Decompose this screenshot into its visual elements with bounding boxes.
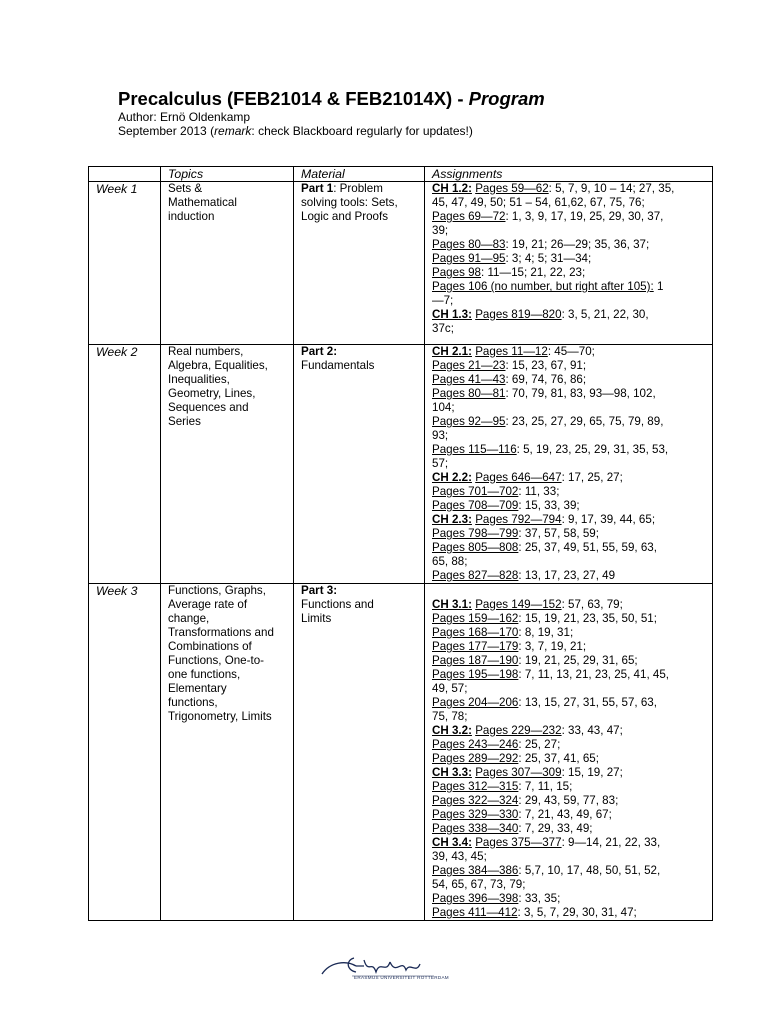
week-cell: Week 2: [89, 345, 161, 584]
page-reference: Pages 168—170: [432, 626, 519, 639]
page-reference: Pages 307—309: [475, 766, 562, 779]
assignment-text: : 11, 33;: [518, 485, 560, 498]
assignment-line: [432, 415, 712, 429]
assignment-line: [432, 345, 712, 359]
assignment-text: : 37, 57, 58, 59;: [518, 527, 599, 540]
chapter-label: CH 1.2:: [432, 182, 472, 195]
page-reference: Pages 701—702: [432, 485, 519, 498]
assignment-text: : 11—15; 21, 22, 23;: [481, 266, 586, 279]
assignment-line: [432, 238, 712, 252]
header-cell-assignments: Assignments: [425, 167, 713, 182]
assignment-text: 39;: [432, 224, 449, 237]
assignment-line: [432, 836, 712, 850]
material-description: : Problem solving tools: Sets, Logic and Proofs: [301, 182, 398, 223]
assignment-line: [432, 359, 712, 373]
assignment-line: [432, 612, 712, 626]
assignment-line: [432, 373, 712, 387]
author-line: Author: Ernö Oldenkamp: [118, 110, 251, 124]
header-cell-topics: Topics: [161, 167, 294, 182]
table-header-row: [89, 167, 713, 182]
assignment-line: [432, 626, 712, 640]
date-remark-line: September 2013 (remark: check Blackboard regularly for updates!): [118, 124, 473, 138]
page-reference: Pages 21—23: [432, 359, 506, 372]
header-cell-material: Material: [294, 167, 425, 182]
assignment-line: [432, 710, 712, 724]
page-reference: Pages 329—330: [432, 808, 519, 821]
assignment-text: : 5, 19, 23, 25, 29, 31, 35, 53,: [516, 443, 669, 456]
assignments-cell: [425, 584, 713, 921]
assignment-line: [432, 429, 712, 443]
assignment-line: [432, 266, 712, 280]
page-reference: Pages 827—828: [432, 569, 519, 582]
logo-wordmark: ERASMUS UNIVERSITEIT ROTTERDAM: [354, 975, 449, 980]
material-description: Functions and Limits: [301, 598, 374, 625]
assignment-line: [432, 471, 712, 485]
page-reference: Pages 396—398: [432, 892, 519, 905]
assignment-text: : 5, 7, 9, 10 – 14; 27, 35,: [548, 182, 675, 195]
assignment-line: [432, 598, 712, 612]
page-reference: Pages 798—799: [432, 527, 519, 540]
assignment-text: 39, 43, 45;: [432, 850, 487, 863]
assignment-text: 49, 57;: [432, 682, 468, 695]
assignment-text: : 9, 17, 39, 44, 65;: [561, 513, 656, 526]
assignment-line: [432, 280, 712, 294]
assignment-line: [432, 182, 712, 196]
assignment-text: : 5,7, 10, 17, 48, 50, 51, 52,: [518, 864, 661, 877]
page-reference: Pages 708—709: [432, 499, 519, 512]
page-reference: Pages 322—324: [432, 794, 519, 807]
assignment-line: [432, 724, 712, 738]
assignment-line: [432, 738, 712, 752]
assignment-text: : 13, 15, 27, 31, 55, 57, 63,: [518, 696, 657, 709]
assignment-text: : 9—14, 21, 22, 33,: [561, 836, 661, 849]
assignment-text: : 19, 21, 25, 29, 31, 65;: [518, 654, 638, 667]
assignment-text: : 3, 5, 21, 22, 30,: [561, 308, 649, 321]
assignment-line: [432, 794, 712, 808]
assignment-line: [432, 541, 712, 555]
material-description: Fundamentals: [301, 359, 375, 372]
assignment-text: : 7, 29, 33, 49;: [518, 822, 593, 835]
assignment-text: : 69, 74, 76, 86;: [505, 373, 587, 386]
assignment-line: [432, 878, 712, 892]
assignment-text: : 57, 63, 79;: [561, 598, 623, 611]
assignment-text: : 15, 19, 21, 23, 35, 50, 51;: [518, 612, 657, 625]
assignment-text: : 25, 37, 49, 51, 55, 59, 63,: [518, 541, 657, 554]
page-reference: Pages 159—162: [432, 612, 519, 625]
page-reference: Pages 229—232: [475, 724, 562, 737]
page-reference: Pages 819—820: [475, 308, 562, 321]
assignment-line: [432, 322, 712, 336]
chapter-label: CH 3.2:: [432, 724, 472, 737]
cell-spacer: [432, 336, 712, 344]
assignments-cell: [425, 345, 713, 584]
topics-cell: Real numbers, Algebra, Equalities, Inequalities, Geometry, Lines, Sequences and Series: [161, 345, 294, 584]
page-reference: Pages 338—340: [432, 822, 519, 835]
assignment-text: : 15, 23, 67, 91;: [505, 359, 587, 372]
assignment-text: : 13, 17, 23, 27, 49: [518, 569, 616, 582]
chapter-label: CH 2.2:: [432, 471, 472, 484]
assignment-text: 75, 78;: [432, 710, 468, 723]
assignment-text: : 7, 11, 15;: [518, 780, 573, 793]
page-reference: Pages 92—95: [432, 415, 506, 428]
assignment-text: 93;: [432, 429, 449, 442]
page-reference: Pages 91—95: [432, 252, 506, 265]
assignment-line: [432, 682, 712, 696]
assignment-text: : 7, 21, 43, 49, 67;: [518, 808, 612, 821]
page-reference: Pages 204—206: [432, 696, 519, 709]
assignment-line: [432, 654, 712, 668]
page-title: Precalculus (FEB21014 & FEB21014X) - Program: [118, 88, 545, 109]
assignment-line: [432, 555, 712, 569]
page-reference: Pages 792—794: [475, 513, 562, 526]
assignment-text: : 45—70;: [547, 345, 595, 358]
assignment-text: —7;: [432, 294, 454, 307]
assignment-line: [432, 387, 712, 401]
assignment-text: : 1, 3, 9, 17, 19, 25, 29, 30, 37,: [505, 210, 664, 223]
assignment-text: 57;: [432, 457, 449, 470]
logo-signature: [348, 958, 420, 972]
topics-cell: Sets & Mathematical induction: [161, 182, 294, 345]
page-reference: Pages 106 (no number, but right after 105):: [432, 280, 654, 293]
assignment-line: [432, 308, 712, 322]
assignment-line: [432, 294, 712, 308]
title-italic: Program: [468, 88, 545, 109]
assignment-line: [432, 513, 712, 527]
page-reference: Pages 80—83: [432, 238, 506, 251]
page-reference: Pages 289—292: [432, 752, 519, 765]
page-reference: Pages 69—72: [432, 210, 506, 223]
header-cell-week: [89, 167, 161, 182]
table-row: [89, 345, 713, 584]
page-reference: Pages 11—12: [475, 345, 548, 358]
page-reference: Pages 312—315: [432, 780, 519, 793]
assignments-cell: [425, 182, 713, 345]
assignment-text: : 15, 19, 27;: [561, 766, 623, 779]
assignment-line: [432, 892, 712, 906]
chapter-label: CH 3.1:: [432, 598, 472, 611]
assignment-line: [432, 696, 712, 710]
week-cell: Week 3: [89, 584, 161, 921]
assignment-line: [432, 766, 712, 780]
chapter-label: CH 1.3:: [432, 308, 472, 321]
assignment-line: [432, 196, 712, 210]
assignment-line: [432, 252, 712, 266]
assignment-text: : 70, 79, 81, 83, 93—98, 102,: [505, 387, 656, 400]
page-reference: Pages 187—190: [432, 654, 519, 667]
assignment-text: : 29, 43, 59, 77, 83;: [518, 794, 619, 807]
material-part-label: Part 2:: [301, 345, 338, 358]
assignment-line: [432, 906, 712, 920]
remark-label: remark: [214, 124, 252, 138]
page-reference: Pages 115—116: [432, 443, 517, 456]
assignment-line: [432, 443, 712, 457]
assignment-line: [432, 822, 712, 836]
program-table: [88, 166, 713, 921]
assignment-line: [432, 640, 712, 654]
assignment-text: : 33, 43, 47;: [561, 724, 623, 737]
assignment-text: : 15, 33, 39;: [518, 499, 580, 512]
assignment-line: [432, 527, 712, 541]
page-reference: Pages 243—246: [432, 738, 519, 751]
assignment-text: : 23, 25, 27, 29, 65, 75, 79, 89,: [505, 415, 664, 428]
assignment-text: : 7, 11, 13, 21, 23, 25, 41, 45,: [518, 668, 670, 681]
page-reference: Pages 195—198: [432, 668, 519, 681]
assignment-text: : 25, 27;: [518, 738, 561, 751]
page-reference: Pages 80—81: [432, 387, 506, 400]
assignment-text: 104;: [432, 401, 455, 414]
assignment-text: 1: [653, 280, 664, 293]
logo-swoosh: [322, 963, 356, 974]
page-reference: Pages 646—647: [475, 471, 562, 484]
page-reference: Pages 98: [432, 266, 481, 279]
assignment-line: [432, 780, 712, 794]
assignment-line: [432, 864, 712, 878]
assignment-text: 65, 88;: [432, 555, 468, 568]
assignment-line: [432, 499, 712, 513]
assignment-line: [432, 850, 712, 864]
page-reference: Pages 149—152: [475, 598, 562, 611]
week-cell: Week 1: [89, 182, 161, 345]
assignment-line: [432, 752, 712, 766]
assignment-text: : 3, 5, 7, 29, 30, 31, 47;: [517, 906, 637, 919]
chapter-label: CH 2.1:: [432, 345, 472, 358]
material-cell: [294, 182, 425, 345]
table-row: [89, 182, 713, 345]
chapter-label: CH 2.3:: [432, 513, 472, 526]
assignment-text: : 19, 21; 26—29; 35, 36, 37;: [505, 238, 650, 251]
page-reference: Pages 59—62: [475, 182, 549, 195]
material-cell: [294, 584, 425, 921]
chapter-label: CH 3.4:: [432, 836, 472, 849]
assignment-text: : 3, 7, 19, 21;: [518, 640, 587, 653]
page-reference: Pages 177—179: [432, 640, 519, 653]
page-reference: Pages 41—43: [432, 373, 506, 386]
assignment-text: : 25, 37, 41, 65;: [518, 752, 599, 765]
assignment-text: : 8, 19, 31;: [518, 626, 574, 639]
assignment-text: : 17, 25, 27;: [561, 471, 623, 484]
assignment-text: 54, 65, 67, 73, 79;: [432, 878, 526, 891]
assignment-line: [432, 224, 712, 238]
assignment-line: [432, 485, 712, 499]
topics-cell: Functions, Graphs, Average rate of change, Transformations and Combinations of Functions, One-to- one functions, Elementary functions, Trigonometry, Limits: [161, 584, 294, 921]
assignment-line: [432, 401, 712, 415]
assignment-text: 45, 47, 49, 50; 51 – 54, 61,62, 67, 75, 76;: [432, 196, 645, 209]
assignment-line: [432, 808, 712, 822]
assignment-line: [432, 210, 712, 224]
chapter-label: CH 3.3:: [432, 766, 472, 779]
page-reference: Pages 375—377: [475, 836, 562, 849]
assignment-line: [432, 569, 712, 583]
page-reference: Pages 411—412: [432, 906, 518, 919]
material-part-label: Part 3:: [301, 584, 338, 597]
material-part-label: Part 1: [301, 182, 334, 195]
assignment-text: : 33, 35;: [518, 892, 561, 905]
material-cell: [294, 345, 425, 584]
assignment-text: 37c;: [432, 322, 454, 335]
assignment-line: [432, 457, 712, 471]
assignment-line: [432, 584, 712, 598]
assignment-text: : 3; 4; 5; 31—34;: [505, 252, 592, 265]
table-row: [89, 584, 713, 921]
page-reference: Pages 384—386: [432, 864, 519, 877]
assignment-line: [432, 668, 712, 682]
page-reference: Pages 805—808: [432, 541, 519, 554]
